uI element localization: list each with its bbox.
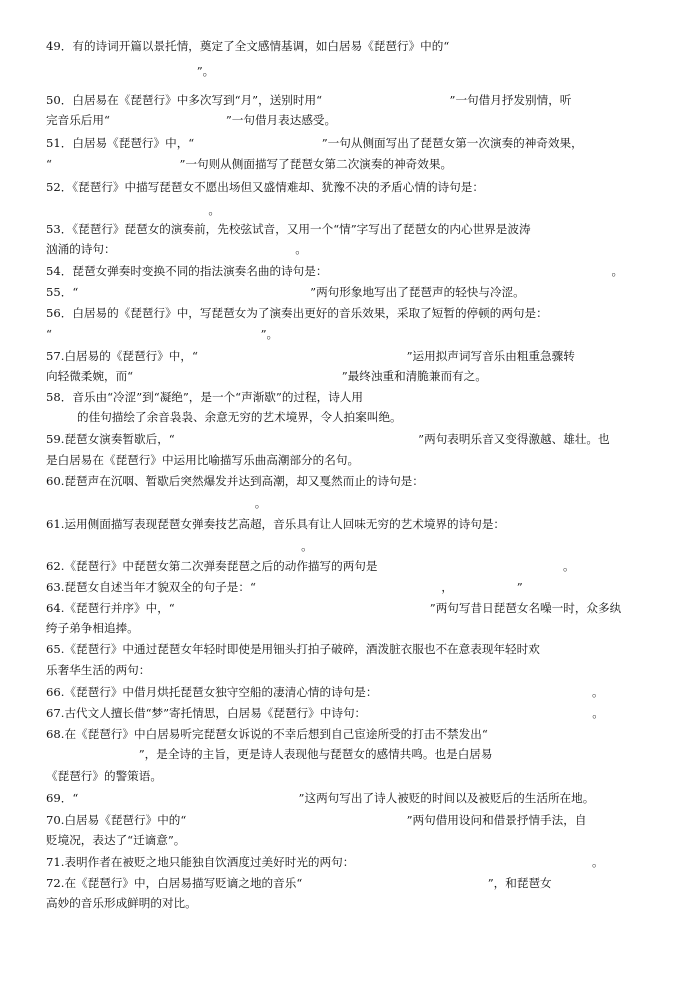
line-q51a: 51．白居易《琵琶行》中，“ ”一句从侧面写出了琵琶女第一次演奏的神奇效果， (46, 136, 583, 150)
line-q60a: 60.琵琶声在沉咽、暂歇后突然爆发并达到高潮，却又戛然而止的诗句是： (46, 474, 424, 488)
line-q72b: 高妙的音乐形成鲜明的对比。 (46, 896, 197, 910)
line-q68c: 《琵琶行》的警策语。 (46, 769, 162, 783)
line-q69: 69．“ ”这两句写出了诗人被贬的时间以及被贬后的生活所在地。 (46, 791, 595, 805)
line-q71: 71.表明作者在被贬之地只能独自饮酒度过美好时光的两句： 。 (46, 855, 604, 869)
line-q59a: 59.琵琶女演奏暂歇后，“ ”两句表明乐音又变得激越、雄壮。也 (46, 432, 610, 446)
line-q70b: 贬境况，表达了“迁谪意”。 (46, 833, 186, 847)
line-q64a: 64.《琵琶行并序》中，“ ”两句写昔日琵琶女名噪一时，众多纨 (46, 601, 622, 615)
line-q53b: 汹涌的诗句： 。 (46, 242, 307, 256)
line-q49a: 49．有的诗词开篇以景托情，奠定了全文感情基调，如白居易《琵琶行》中的“ (46, 39, 450, 53)
line-q52b: 。 (46, 203, 220, 217)
line-q68a: 68.在《琵琶行》中白居易听完琵琶女诉说的不幸后想到自己宦途所受的打击不禁发出“ (46, 727, 488, 741)
line-q58b: 的佳句描绘了余音袅袅、余意无穷的艺术境界，令人拍案叫绝。 (77, 410, 402, 424)
line-q53a: 53．《琵琶行》琵琶女的演奏前，先校弦试音，又用一个“情”字写出了琵琶女的内心世界是波涛 (46, 222, 531, 236)
line-q60b: 。 (46, 496, 267, 510)
line-q52a: 52．《琵琶行》中描写琵琶女不愿出场但又盛情难却、犹豫不决的矛盾心情的诗句是： (46, 180, 484, 194)
line-q49b: ”。 (46, 64, 215, 78)
line-q67: 67.古代文人擅长借“梦”寄托情思，白居易《琵琶行》中诗句： 。 (46, 706, 604, 720)
line-q56b: “ ”。 (46, 327, 279, 341)
line-q72a: 72.在《琵琶行》中，白居易描写贬谪之地的音乐“ ”，和琵琶女 (46, 876, 552, 890)
line-q55: 55．“ ”两句形象地写出了琵琶声的轻快与冷涩。 (46, 285, 525, 299)
line-q64b: 绔子弟争相追捧。 (46, 621, 139, 635)
line-q58a: 58．音乐由“冷涩”到“凝绝”，是一个“声渐歇”的过程，诗人用 (46, 390, 363, 404)
line-q61a: 61.运用侧面描写表现琵琶女弹奏技艺高超，音乐具有让人回味无穷的艺术境界的诗句是： (46, 517, 506, 531)
line-q50a: 50．白居易在《琵琶行》中多次写到“月”，送别时用“ ”一句借月抒发别情，听 (46, 93, 572, 107)
line-q54: 54．琵琶女弹奏时变换不同的指法演奏名曲的诗句是： 。 (46, 264, 624, 278)
line-q50b: 完音乐后用“ ”一句借月表达感受。 (46, 113, 337, 127)
line-q65a: 65.《琵琶行》中通过琵琶女年轻时即使是用钿头打拍子破碎，酒泼脏衣服也不在意表现年轻时欢 (46, 642, 540, 656)
line-q57a: 57.白居易的《琵琶行》中，“ ”运用拟声词写音乐由粗重急骤转 (46, 349, 575, 363)
line-q65b: 乐奢华生活的两句： (46, 663, 151, 677)
line-q70a: 70.白居易《琵琶行》中的“ ”两句借用设问和借景抒情手法，自 (46, 813, 587, 827)
line-q56a: 56．白居易的《琵琶行》中，写琵琶女为了演奏出更好的音乐效果，采取了短暂的停顿的两句是： (46, 306, 548, 320)
line-q57b: 向轻微柔婉，而“ ”最终浊重和清脆兼而有之。 (46, 369, 487, 383)
line-q68b: ”，是全诗的主旨，更是诗人表现他与琵琶女的感情共鸣。也是白居易 (46, 747, 493, 761)
line-q66: 66.《琵琶行》中借月烘托琵琶女独守空船的凄清心情的诗句是： 。 (46, 685, 604, 699)
line-q59b: 是白居易在《琵琶行》中运用比喻描写乐曲高潮部分的名句。 (46, 453, 360, 467)
line-q62: 62.《琵琶行》中琵琶女第二次弹奏琵琶之后的动作描写的两句是 。 (46, 559, 575, 573)
line-q61b: 。 (46, 539, 313, 553)
line-q51b: “ ”一句则从侧面描写了琵琶女第二次演奏的神奇效果。 (46, 157, 453, 171)
line-q63: 63.琵琶女自述当年才貌双全的句子是：“ ， ” (46, 580, 523, 594)
